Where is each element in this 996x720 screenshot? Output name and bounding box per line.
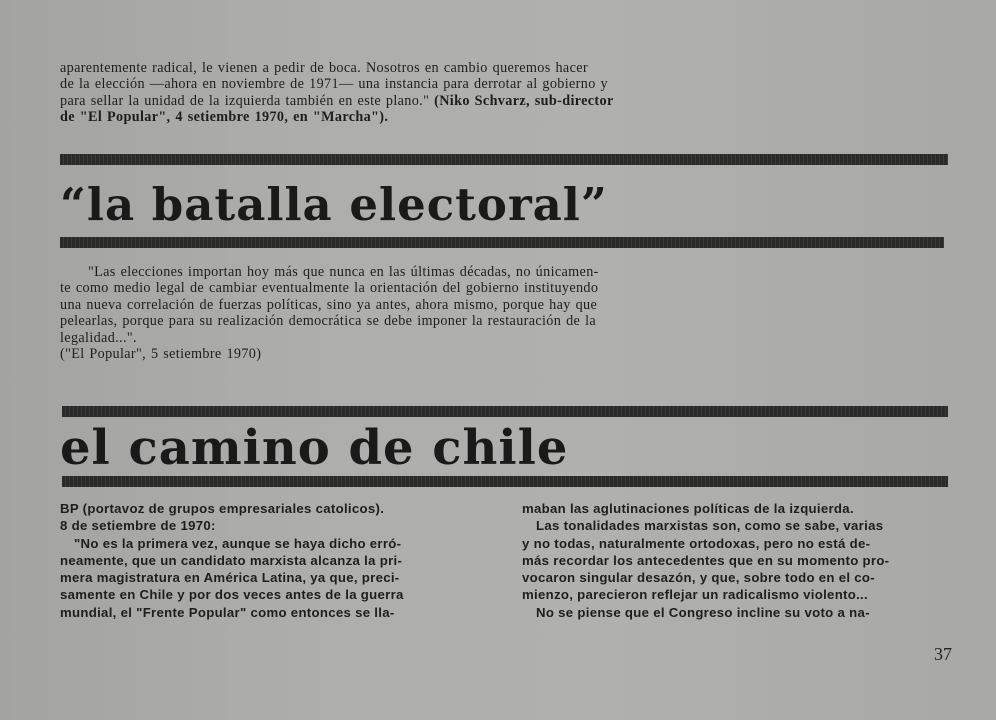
left-column-line: 8 de setiembre de 1970: [60, 518, 216, 534]
right-column-line: y no todas, naturalmente ortodoxas, pero no está de- [522, 535, 871, 551]
section2-heading: el camino de chile [60, 420, 569, 476]
right-column-line: Las tonalidades marxistas son, como se sabe, varias [536, 518, 884, 534]
section1-paragraph [60, 264, 772, 362]
right-column-line: más recordar los antecedentes que en su momento pro- [522, 552, 890, 568]
section1-bottom-rule [60, 237, 944, 248]
right-column-line: maban las aglutinaciones políticas de la izquierda. [522, 501, 854, 516]
intro-line: aparentemente radical, le vienen a pedir de boca. Nosotros en cambio queremos hacer [60, 60, 588, 76]
section2-left-column [60, 500, 494, 621]
right-column-line: No se piense que el Congreso incline su voto a na- [536, 604, 870, 620]
left-column-line: mera magistratura en América Latina, ya que, preci- [60, 570, 400, 586]
section2-bottom-rule [62, 476, 948, 487]
section1-line: te como medio legal de cambiar eventualmente la orientación del gobierno instituyendo [60, 280, 599, 297]
left-column-line: neamente, que un candidato marxista alcanza la pri- [60, 552, 403, 568]
right-column-line: mienzo, parecieron reflejar un radicalismo violento... [522, 587, 868, 603]
section2-right-column [522, 500, 954, 621]
section1-heading: “la batalla electoral” [60, 178, 608, 231]
intro-line: para sellar la unidad de la izquierda también en este plano." (Niko Schvarz, sub-director [60, 92, 614, 109]
left-column-line: samente en Chile y por dos veces antes de la guerra [60, 587, 404, 603]
section1-line: legalidad...". [60, 329, 137, 346]
section2-top-rule [62, 406, 948, 417]
section1-source: ("El Popular", 5 setiembre 1970) [60, 346, 262, 363]
right-column-line: vocaron singular desazón, y que, sobre todo en el co- [522, 570, 875, 586]
section1-line: "Las elecciones importan hoy más que nunca en las últimas décadas, no únicamen- [88, 264, 599, 280]
section1-top-rule [60, 154, 948, 165]
intro-citation-inline: (Niko Schvarz, sub-director [434, 92, 614, 109]
left-column-line: mundial, el "Frente Popular" como entonces se lla- [60, 604, 395, 620]
section1-line: pelearlas, porque para su realización democrática se debe imponer la restauración de la [60, 313, 597, 330]
intro-citation-line: de "El Popular", 4 setiembre 1970, en "Marcha"). [60, 109, 389, 126]
page-number: 37 [934, 644, 952, 664]
section1-line: una nueva correlación de fuerzas políticas, sino ya antes, ahora mismo, porque hay que [60, 296, 598, 313]
left-column-line: "No es la primera vez, aunque se haya dicho erró- [74, 535, 402, 551]
intro-paragraph [60, 60, 772, 126]
intro-line: de la elección —ahora en noviembre de 1971— una instancia para derrotar al gobierno y [60, 76, 608, 93]
left-column-line: BP (portavoz de grupos empresariales catolicos). [60, 501, 385, 516]
